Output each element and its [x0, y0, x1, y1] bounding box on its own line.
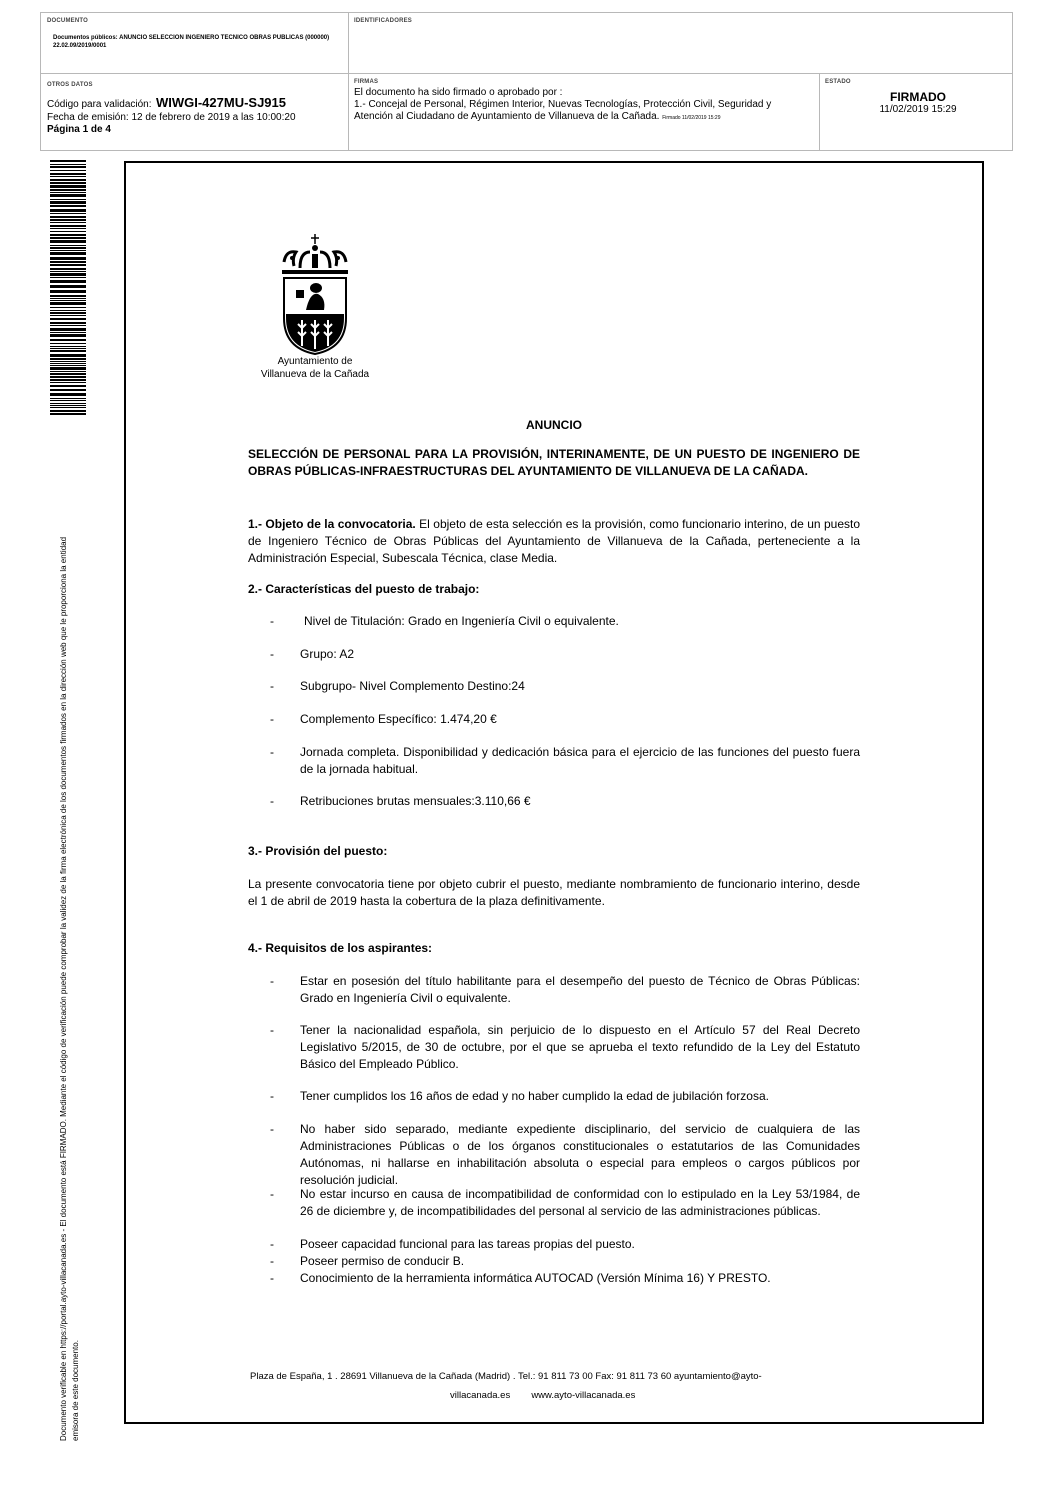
firmas-intro: El documento ha sido firmado o aprobado por :: [354, 87, 563, 98]
list-item: - Jornada completa. Disponibilidad y dedicación básica para el ejercicio de las funciones del puesto fuera de la jornada habitual.: [270, 745, 860, 776]
section-4-title: 4.- Requisitos de los aspirantes:: [248, 941, 433, 955]
firmas-line2: Atención al Ciudadano de Ayuntamiento de Villanueva de la Cañada.: [354, 111, 660, 122]
logo-caption-line1: Ayuntamiento de: [277, 356, 353, 367]
fecha-emision: Fecha de emisión: 12 de febrero de 2019 a las 10:00:20: [47, 112, 296, 123]
announcement-title: ANUNCIO: [526, 418, 582, 432]
estado-value: FIRMADO: [890, 90, 946, 104]
logo-caption: [240, 355, 390, 381]
list-item: - Subgrupo- Nivel Complemento Destino:24: [270, 679, 525, 693]
list-item: - Grupo: A2: [270, 647, 355, 661]
section-1-paragraph: [248, 516, 860, 567]
section-2-title: 2.- Características del puesto de trabajo:: [248, 582, 480, 596]
documento-text: Documentos públicos: ANUNCIO SELECCION INGENIERO TECNICO OBRAS PUBLICAS (000000) 22.02.09/2019/0001: [53, 35, 330, 49]
section-3-title: 3.- Provisión del puesto:: [248, 844, 388, 858]
validation-barcode: [50, 160, 86, 415]
estado-fecha: 11/02/2019 15:29: [879, 104, 957, 115]
list-item: - Poseer permiso de conducir B.: [270, 1254, 465, 1268]
list-item: - Retribuciones brutas mensuales:3.110,66 €: [270, 794, 531, 808]
estado-label: ESTADO: [825, 79, 851, 85]
codigo-label: Código para validación:: [47, 99, 152, 110]
footer-line2: villacanada.es www.ayto-villacanada.es: [450, 1390, 636, 1401]
identificadores-cell: [354, 18, 654, 24]
list-item: - Conocimiento de la herramienta informática AUTOCAD (Versión Mínima 16) Y PRESTO.: [270, 1271, 771, 1285]
section-1-title: 1.- Objeto de la convocatoria.: [248, 517, 416, 531]
footer-line1: Plaza de España, 1 . 28691 Villanueva de la Cañada (Madrid) . Tel.: 91 811 73 00 Fax: 91 811 73 60 ayuntamiento@ayto-: [250, 1371, 762, 1382]
documento-cell: [47, 18, 342, 50]
list-item: - Tener la nacionalidad española, sin perjuicio de lo dispuesto en el Artículo 57 del Real Decreto Legislativo 5/2015, de 30 de octubre, por el que se aprueba el texto refundido de la Ley del Estatuto Básico del Empleado Público.: [270, 1023, 860, 1071]
firmas-line1: 1.- Concejal de Personal, Régimen Interior, Nuevas Tecnologías, Protección Civil, Seguridad y: [354, 99, 772, 110]
otros-datos-label: OTROS DATOS: [47, 82, 93, 88]
codigo-value: WIWGI-427MU-SJ915: [155, 95, 287, 110]
list-item: - Nivel de Titulación: Grado en Ingeniería Civil o equivalente.: [270, 614, 619, 628]
firmas-fecha: Firmado 11/02/2019 15:29: [662, 115, 721, 121]
side-text-line2: emisora de este documento.: [71, 1340, 80, 1441]
logo-caption-line2: Villanueva de la Cañada: [260, 369, 370, 380]
otros-datos-cell: [47, 82, 342, 136]
verification-side-text: [58, 431, 82, 1441]
documento-label: DOCUMENTO: [47, 18, 89, 24]
list-item: - Estar en posesión del título habilitante para el desempeño del puesto de Técnico de Obras Públicas: Grado en Ingeniería Civil o equivalente.: [270, 974, 860, 1005]
signature-header-table: [40, 12, 1013, 151]
list-item: - Tener cumplidos los 16 años de edad y no haber cumplido la edad de jubilación forzosa.: [270, 1089, 769, 1103]
list-item: - Complemento Específico: 1.474,20 €: [270, 712, 497, 726]
announcement-subtitle: SELECCIÓN DE PERSONAL PARA LA PROVISIÓN, INTERINAMENTE, DE UN PUESTO DE INGENIERO DE OBRAS PÚBLICAS-INFRAESTRUCTURAS DEL AYUNTAMIENTO DE VILLANUEVA DE LA CAÑADA.: [248, 447, 860, 478]
codigo-validacion: [47, 94, 342, 112]
side-text-line1: Documento verificable en https://portal.ayto-villacanada.es - El documento está FIRMADO. Mediante el código de verificación puede comprobar la validez de la firma electrónica de los documentos firmados en la dirección web que le proporciona la entidad: [59, 536, 68, 1441]
coat-of-arms-logo: [270, 228, 360, 358]
list-item: - No estar incurso en causa de incompatibilidad de conformidad con lo estipulado en la Ley 53/1984, de 26 de diciembre y, de incompatibilidades del personal al servicio de las administraciones públicas.: [270, 1187, 860, 1218]
firmas-label: FIRMAS: [354, 79, 379, 85]
section-1-text: El objeto de esta selección es la provisión, como funcionario interino, de un puesto de Ingeniero Técnico de Obras Públicas del Ayuntamiento de Villanueva de la Cañada, perteneciente a la Administración Especial, Subescala Técnica, clase Media.: [248, 517, 860, 565]
firmas-cell: [354, 79, 814, 124]
section-3-text: La presente convocatoria tiene por objeto cubrir el puesto, mediante nombramiento de funcionario interino, desde el 1 de abril de 2019 hasta la cobertura de la plaza definitivamente.: [248, 877, 860, 908]
page-footer: [250, 1367, 870, 1405]
pagina-indicator: Página 1 de 4: [47, 124, 111, 135]
list-item: - No haber sido separado, mediante expediente disciplinario, del servicio de cualquiera de las Administraciones Públicas o de los órganos constitucionales o estatutarios de las Comunidades Autónomas, ni hallarse en inhabilitación absoluta o especial para empleos o cargos públicos por resolución judicial.: [270, 1122, 860, 1187]
estado-cell: [825, 79, 1011, 115]
identificadores-label: IDENTIFICADORES: [354, 18, 413, 24]
list-item: - Poseer capacidad funcional para las tareas propias del puesto.: [270, 1237, 635, 1251]
